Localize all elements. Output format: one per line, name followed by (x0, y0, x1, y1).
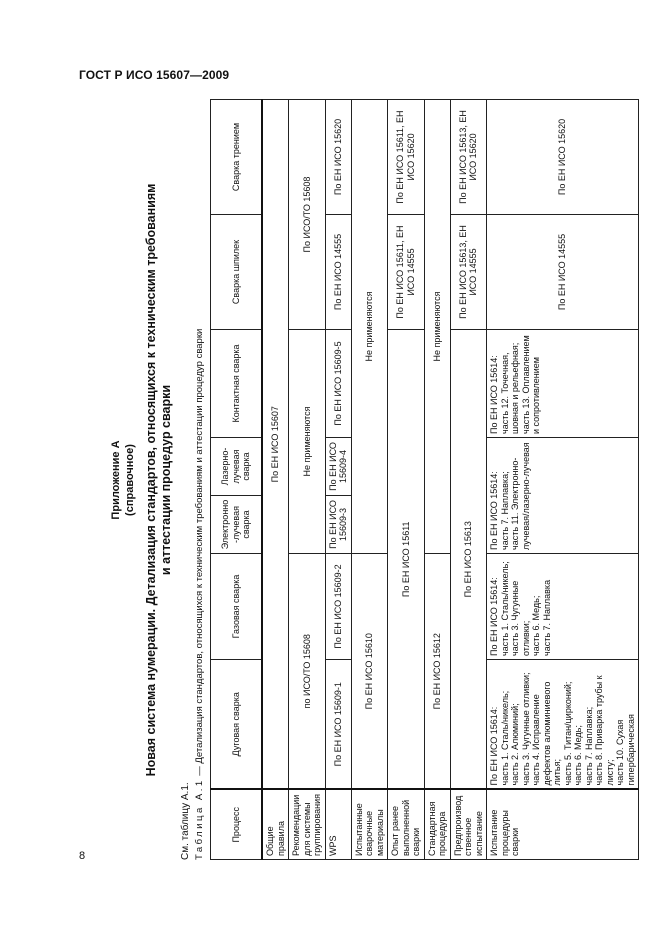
cell-wps-friction: По ЕН ИСО 15620 (325, 100, 351, 215)
table-reference: См. таблицу А.1. (180, 782, 191, 860)
annex-heading (144, 100, 174, 860)
cell-test-gas: По ЕН ИСО 15614: часть 1. Сталь/никель; часть 3. Чугунные отливки; часть 6. Медь; часть 7. Наплавка (487, 554, 639, 660)
table-row (450, 100, 487, 860)
table-row (325, 100, 351, 860)
col-header-gas: Газовая сварка (211, 554, 263, 660)
document-header: ГОСТ Р ИСО 15607—2009 (79, 68, 230, 82)
table-row (262, 100, 289, 860)
cell-standard-other: Не применяются (424, 100, 450, 554)
page-number: 8 (79, 850, 86, 862)
annex-subtitle: (справочное) (124, 444, 136, 516)
table-row (487, 100, 639, 860)
cell-wps-stud: По ЕН ИСО 14555 (325, 215, 351, 330)
table-row (424, 100, 450, 860)
rotated-annex-block (100, 100, 636, 860)
cell-wps-lbw: По ЕН ИСО 15609-4 (325, 438, 351, 496)
cell-test-arc: По ЕН ИСО 15614: часть 1. Сталь/никель; часть 2. Алюминий; часть 3. Чугунные отливки; часть 4. Исправление дефектов алюминиевого литья; часть 5. Титан/цирконий; часть 6. Медь; часть 7. Наплавка; часть 8. Приварка трубы к листу; часть 10. Сухая гипербарическая (487, 660, 639, 790)
cell-preprod-arc-resist: По ЕН ИСО 15613 (450, 330, 487, 790)
cell-preprod-stud: По ЕН ИСО 15613, ЕН ИСО 14555 (450, 215, 487, 330)
row-label-procedure-test: Испытание процедуры сварки (487, 790, 639, 860)
cell-test-friction: По ЕН ИСО 15620 (487, 100, 639, 215)
col-header-process: Процесс (211, 790, 263, 860)
cell-grouping-stud-friction: По ИСО/ТО 15608 (289, 100, 326, 330)
cell-grouping-ebw-resist: Не применяются (289, 330, 326, 554)
annex-title: Приложение А (110, 440, 122, 520)
col-header-resistance: Контактная сварка (211, 330, 263, 438)
cell-experience-stud: По ЕН ИСО 15611, ЕН ИСО 14555 (388, 215, 425, 330)
cell-standard-arc-gas: По ЕН ИСО 15612 (424, 554, 450, 790)
row-label-grouping: Рекомендации для системы группирования (289, 790, 326, 860)
table-caption (194, 329, 205, 860)
cell-preprod-friction: По ЕН ИСО 15613, ЕН ИСО 15620 (450, 100, 487, 215)
cell-wps-gas: По ЕН ИСО 15609-2 (325, 554, 351, 660)
row-label-experience: Опыт ранее выполненной сварки (388, 790, 425, 860)
col-header-stud: Сварка шпилек (211, 215, 263, 330)
cell-consumables-arc-gas: По ЕН ИСО 15610 (351, 554, 388, 790)
standards-table (210, 99, 639, 860)
row-label-wps: WPS (325, 790, 351, 860)
table-caption-text: — Детализация стандартов, относящихся к техническим требованиям и аттестации процедур сварки (194, 328, 205, 779)
col-header-lbw: Лазерно-лучевая сварка (211, 438, 263, 496)
cell-experience-arc-resist: По ЕН ИСО 15611 (388, 330, 425, 790)
col-header-arc: Дуговая сварка (211, 660, 263, 790)
row-label-general: Общие правила (262, 790, 289, 860)
header-row (211, 100, 263, 860)
cell-experience-friction: По ЕН ИСО 15611, ЕН ИСО 15620 (388, 100, 425, 215)
row-label-consumables: Испытанные сварочные материалы (351, 790, 388, 860)
table-row (388, 100, 425, 860)
annex-heading-line2: и аттестации процедур сварки (159, 384, 173, 576)
cell-general: По ЕН ИСО 15607 (262, 100, 289, 790)
cell-consumables-other: Не применяются (351, 100, 388, 554)
cell-test-stud: По ЕН ИСО 14555 (487, 215, 639, 330)
row-label-standard: Стандартная процедура (424, 790, 450, 860)
cell-wps-ebw: По ЕН ИСО 15609-3 (325, 496, 351, 554)
table-row (351, 100, 388, 860)
cell-grouping-arc-gas: по ИСО/ТО 15608 (289, 554, 326, 790)
col-header-friction: Сварка трением (211, 100, 263, 215)
cell-test-ebw-lbw: По ЕН ИСО 15614: часть 7. Наплавка; часть 11. Электронно-лучевая/лазерно-лучевая (487, 438, 639, 554)
table-row (289, 100, 326, 860)
cell-wps-resist: По ЕН ИСО 15609-5 (325, 330, 351, 438)
col-header-ebw: Электронно-лучевая сварка (211, 496, 263, 554)
cell-wps-arc: По ЕН ИСО 15609-1 (325, 660, 351, 790)
table-caption-label: Таблица А.1 (194, 778, 205, 860)
annex-heading-line1: Новая система нумерации. Детализация стандартов, относящихся к техническим требованиям (144, 183, 158, 777)
row-label-preproduction: Предпроизводственное испытание (450, 790, 487, 860)
cell-test-resist: По ЕН ИСО 15614: часть 12. Точечная, шовная и рельефная; часть 13. Оплавлением и сопротивлением (487, 330, 639, 438)
